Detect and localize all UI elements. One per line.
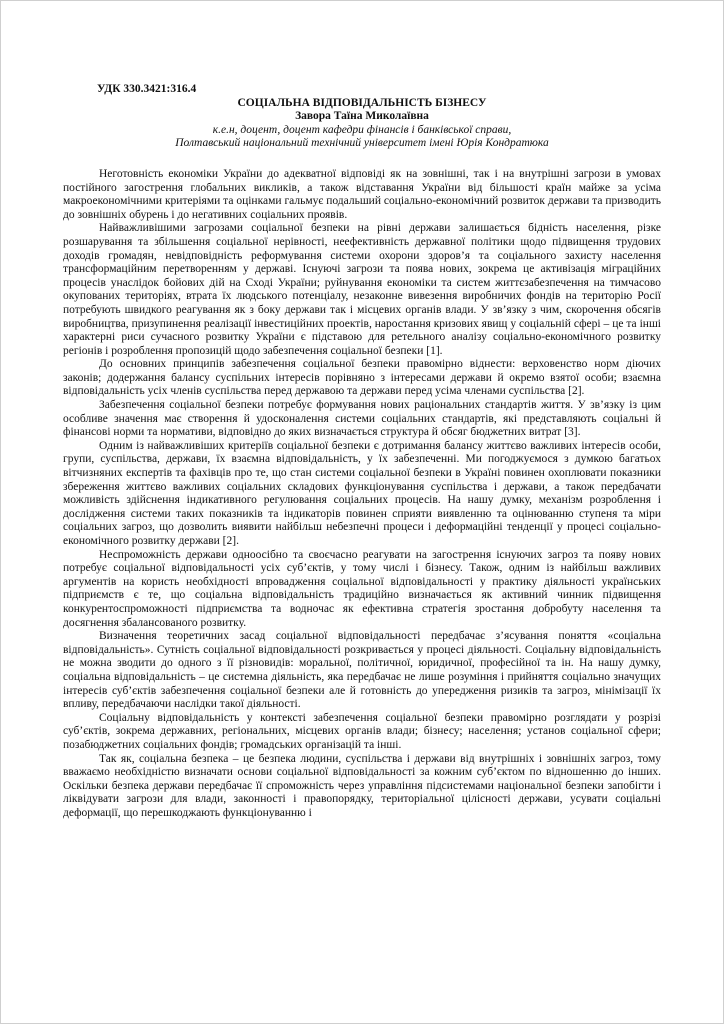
udc-number: УДК 330.3421:316.4	[97, 83, 197, 95]
paragraph-1: Неготовність економіки України до адекватної відповіді як на зовнішні, так і на внутрішні загрози в умовах постійного загострення глобальних викликів, а також відставання України від більшості країн майже за усіма макроекономічними критеріями та оцінками гальмує подальший соціально-економічний розвиток держави та призводить до зовнішніх обурень і до негативних соціальних проявів.	[63, 167, 661, 221]
paper-title: СОЦІАЛЬНА ВІДПОВІДАЛЬНІСТЬ БІЗНЕСУ	[237, 96, 487, 109]
paragraph-3: До основних принципів забезпечення соціальної безпеки правомірно віднести: верховенство норм діючих законів; додержання балансу суспільних інтересів порівняно з інтересами держави й окремо взятої особи; взаємна відповідальність усіх членів суспільства перед державою та держави перед усіма членами суспільства [2].	[63, 358, 661, 398]
paragraph-9: Так як, соціальна безпека – це безпека людини, суспільства і держави від внутрішніх і зовнішніх загроз, тому вважаємо необхідністю визначати основи соціальної відповідальності за кожним суб’єктом по відношенню до інших. Оскільки безпека держави передбачає її спроможність через управління підсистемами національної безпеки запобігти і ліквідувати загрози для влади, законності і правопорядку, територіальної цілісності держави, усувати соціальні деформації, що перешкоджають функціонуванню і	[63, 752, 661, 819]
author-affiliation-line-2: Полтавський національний технічний університет імені Юрія Кондратюка	[175, 137, 549, 150]
paragraph-6: Неспроможність держави одноосібно та своєчасно реагувати на загострення існуючих загроз та появу нових потребує соціальної відповідальності усіх суб’єктів, у тому числі і бізнесу. Також, одним із найбільш важливих аргументів на користь необхідності впровадження соціальної відповідальності у практику діяльності українських підприємств є те, що соціальна відповідальність традиційно визначається як активний чинник підвищення конкурентоспроможності підприємства та водночас як ефективна стратегія зростання добробуту населення та досягнення збалансованого розвитку.	[63, 548, 661, 629]
paragraph-4: Забезпечення соціальної безпеки потребує формування нових раціональних стандартів життя. У зв’язку із цим особливе значення має створення й удосконалення системи соціальних стандартів, які представляють соціальні й фінансові норми та нормативи, відповідно до яких визначається структура й обсяг бюджетних витрат [3].	[63, 399, 661, 439]
paragraph-7: Визначення теоретичних засад соціальної відповідальності передбачає з’ясування поняття «соціальна відповідальність». Сутність соціальної відповідальності розкривається у процесі діяльності. Соціальну відповідальність не можна зводити до одного з її різновидів: моральної, політичної, юридичної, професійної та ін. На нашу думку, соціальна відповідальність – це системна діяльність, яка передбачає не лише розуміння і прийняття соціально значущих інтересів суб’єктів забезпечення соціальної безпеки але й готовність до упередження ризиків та загроз, мінімізації їх впливу, передбачаючи наслідки такої діяльності.	[63, 630, 661, 711]
author-affiliation-line-1: к.е.н, доцент, доцент кафедри фінансів і банківської справи,	[212, 123, 512, 136]
document-body	[63, 168, 661, 821]
paragraph-8: Соціальну відповідальність у контексті забезпечення соціальної безпеки правомірно розглядати у розрізі суб’єктів, зокрема державних, регіональних, місцевих органів влади; бізнесу; населення; установ соціальної сфери; позабюджетних соціальних фондів; громадських організацій та інші.	[63, 711, 661, 751]
paragraph-5: Одним із найважливіших критеріїв соціальної безпеки є дотримання балансу життєво важливих інтересів особи, групи, суспільства, держави, їх взаємна відповідальність, у їх забезпеченні. Ми погоджуємося з думкою багатьох вітчизняних експертів та фахівців про те, що стан системи соціальної безпеки в Україні повинен охоплювати показники збереження життєво важливих соціальних складових функціонування суспільства і держави, а також передбачати можливість здійснення індикативного регулювання соціальних процесів. На нашу думку, механізм розроблення і дослідження системи таких показників та індикаторів повинен сприяти виявленню та оцінюванню ступеня та міри соціальних загроз, що дозволить виявити найбільш небезпечні процеси і деформаційні тенденції у процесі соціально-економічного розвитку держави [2].	[63, 439, 661, 547]
paragraph-2: Найважливішими загрозами соціальної безпеки на рівні держави залишається бідність населення, різке розшарування та збільшення соціальної нерівності, неефективність державної політики щодо підвищення трудових доходів громадян, невідповідність реформування системи охорони здоров’я та соціального захисту населення трансформаційним перетворенням у державі. Існуючі загрози та поява нових, зокрема це активізація міграційних процесів унаслідок бойових дій на Сході України; руйнування економіки та систем життєзабезпечення на тимчасово окупованих територіях, втрата їх людського потенціалу, незаконне вивезення виробничих фондів на територію Росії потребують швидкого реагування як з боку держави так і місцевих органів влади. У зв’язку з чим, скорочення обсягів виробництва, призупинення реалізації інвестиційних проектів, наростання кризових явищ у соціальній сфері – це та інші характерні риси сучасного розвитку України є підставою для ретельного аналізу соціально-економічного розвитку регіонів і розроблення пропозицій щодо забезпечення соціальної безпеки [1].	[63, 222, 661, 357]
author-name: Завора Таїна Миколаївна	[295, 110, 429, 123]
